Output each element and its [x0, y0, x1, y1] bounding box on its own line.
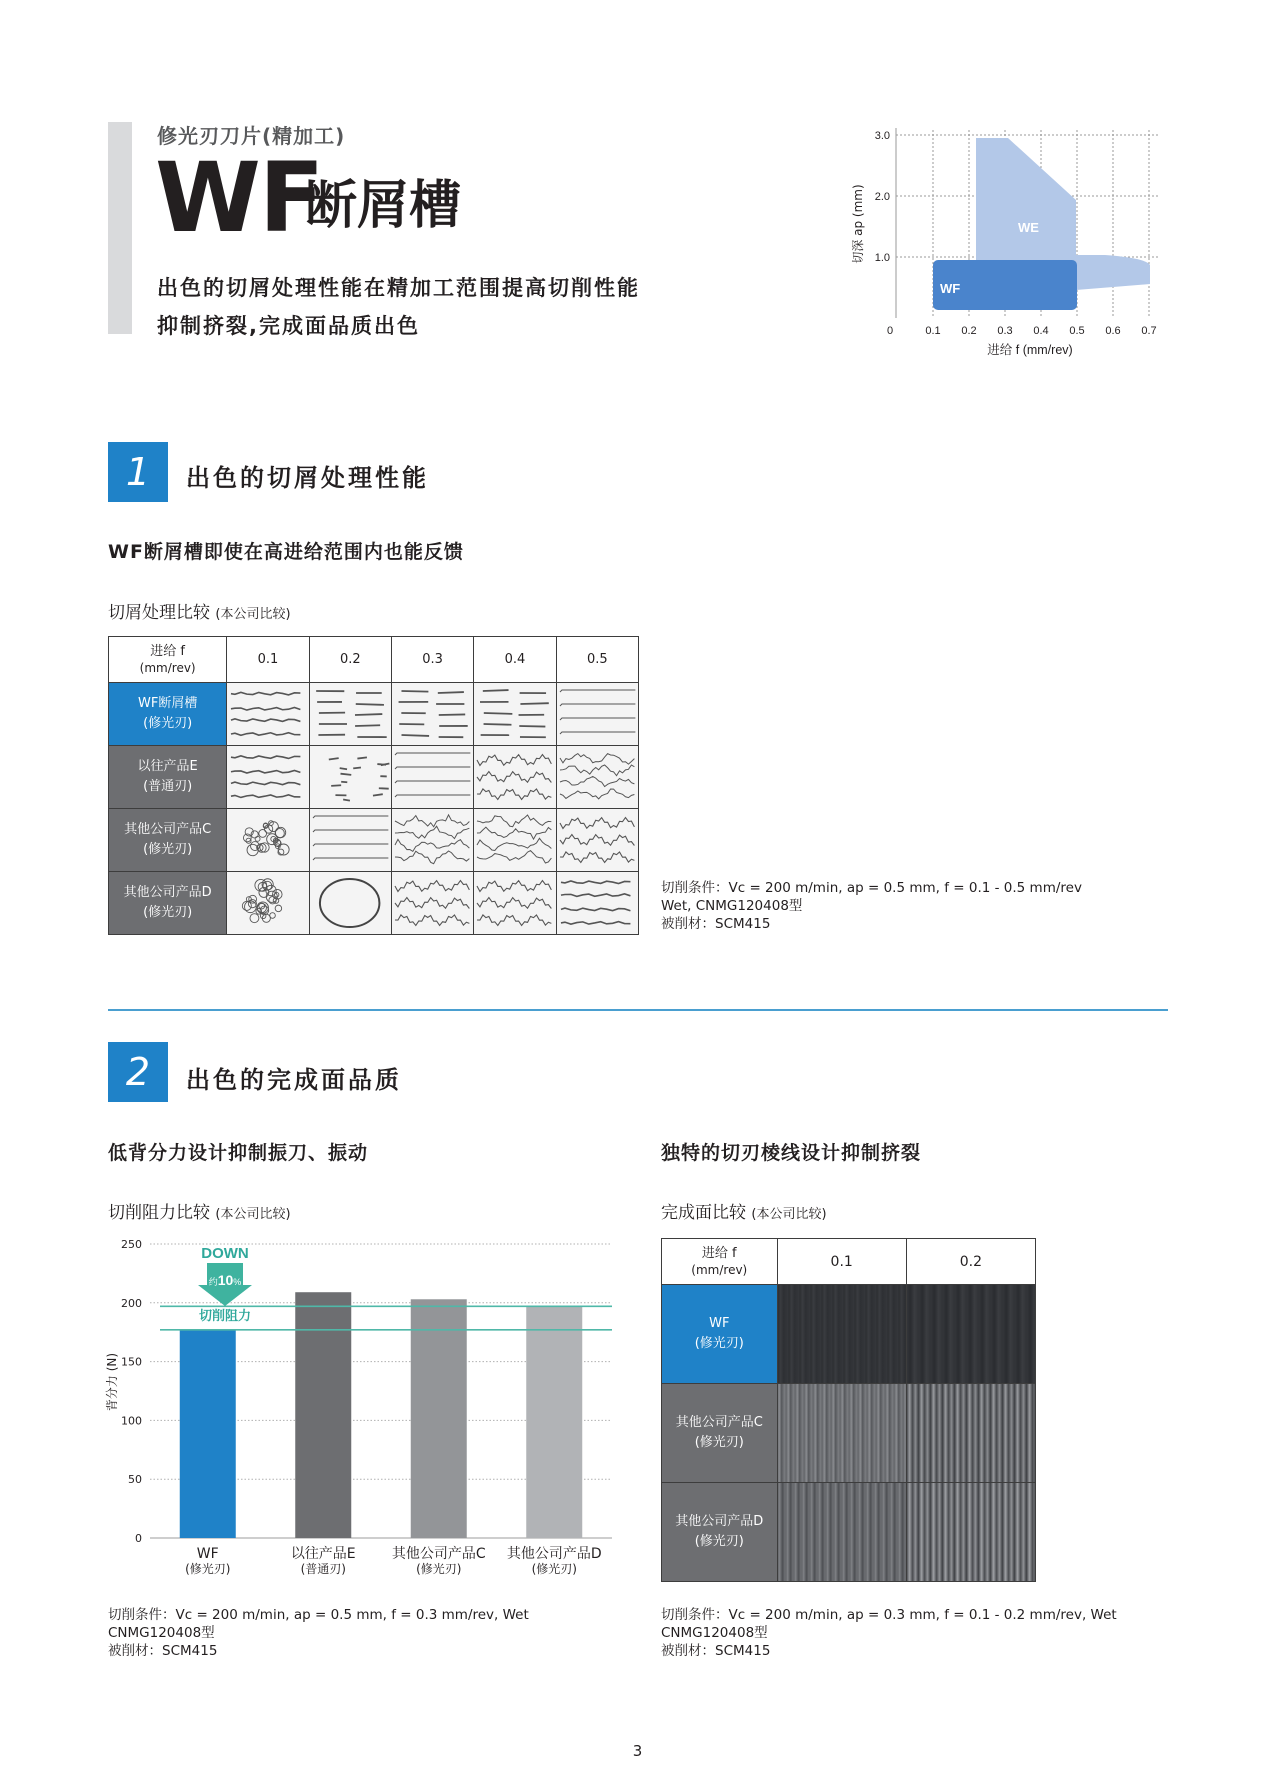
chip-image	[474, 683, 555, 745]
section-2-title: 出色的完成面品质	[186, 1066, 402, 1094]
chip-image	[227, 683, 308, 745]
column-header: 0.5	[556, 637, 638, 683]
category-note: (修光刃)	[531, 1562, 577, 1576]
lead-line-2: 抑制挤裂,完成面品质出色	[157, 314, 420, 338]
chip-photo	[556, 872, 638, 935]
chip-image	[227, 809, 308, 871]
cutting-force-bar-chart	[100, 1232, 620, 1592]
row-header-product-e: 以往产品E (普通刃)	[109, 746, 227, 809]
section-1-conditions: 切削条件：Vc = 200 m/min, ap = 0.5 mm, f = 0.1 - 0.5 mm/rev Wet, CNMG120408型 被削材：SCM415	[661, 880, 1082, 932]
chip-photo	[309, 872, 391, 935]
down-label: DOWN	[201, 1245, 249, 1262]
force-conditions: 切削条件：Vc = 200 m/min, ap = 0.5 mm, f = 0.3 mm/rev, Wet CNMG120408型 被削材：SCM415	[108, 1607, 529, 1659]
we-label: WE	[1018, 220, 1039, 235]
y-tick-label: 100	[121, 1414, 142, 1428]
surface-caption: 完成面比较 (本公司比较)	[661, 1203, 827, 1223]
surface-conditions: 切削条件：Vc = 200 m/min, ap = 0.3 mm, f = 0.1 - 0.2 mm/rev, Wet CNMG120408型 被削材：SCM415	[661, 1607, 1117, 1659]
section-divider	[108, 1009, 1168, 1011]
section-2-number: 2	[108, 1042, 168, 1102]
table-corner: 进给 f (mm/rev)	[662, 1239, 778, 1285]
surface-photo	[777, 1483, 906, 1582]
category-label: WF	[196, 1546, 219, 1562]
y-tick-label: 250	[121, 1238, 142, 1251]
down-note: 切削阻力	[198, 1309, 252, 1324]
down-percent: 约10%	[208, 1272, 242, 1288]
application-range-chart	[840, 120, 1170, 370]
title-wf: WF	[155, 142, 323, 254]
chip-photo	[474, 872, 556, 935]
chip-image	[392, 683, 473, 745]
chip-image	[310, 683, 391, 745]
surface-photo	[906, 1483, 1035, 1582]
surface-photo	[906, 1384, 1035, 1483]
y-tick-label: 150	[121, 1355, 142, 1369]
chip-photo	[391, 809, 473, 872]
chip-image	[557, 746, 638, 808]
x-tick: 0.3	[997, 325, 1013, 337]
x-tick: 0	[886, 325, 894, 337]
chip-comparison-table	[108, 636, 639, 935]
category-label: 其他公司产品C	[391, 1546, 486, 1562]
y-tick: 3.0	[874, 130, 890, 142]
row-header-wf: WF断屑槽 (修光刃)	[109, 683, 227, 746]
x-tick: 0.7	[1141, 325, 1157, 337]
chip-image	[392, 809, 473, 871]
chip-image	[474, 872, 555, 934]
section-1-title: 出色的切屑处理性能	[186, 464, 429, 492]
chip-image	[392, 746, 473, 808]
column-header: 0.1	[777, 1239, 906, 1285]
chip-image	[557, 809, 638, 871]
bar	[180, 1330, 236, 1538]
y-tick-label: 50	[128, 1473, 142, 1487]
surface-photo	[777, 1384, 906, 1483]
chip-image	[227, 746, 308, 808]
category-label: 其他公司产品D	[506, 1546, 602, 1562]
chip-image	[310, 872, 391, 934]
chip-photo	[474, 683, 556, 746]
chip-photo	[227, 809, 309, 872]
chip-photo	[474, 746, 556, 809]
column-header: 0.2	[906, 1239, 1035, 1285]
table-corner: 进给 f (mm/rev)	[109, 637, 227, 683]
column-header: 0.4	[474, 637, 556, 683]
category-label: 以往产品E	[290, 1546, 356, 1562]
y-tick: 2.0	[874, 191, 890, 203]
chip-image	[392, 872, 473, 934]
column-header: 0.2	[309, 637, 391, 683]
chip-image	[474, 809, 555, 871]
chip-image	[557, 872, 638, 934]
bar	[526, 1306, 582, 1538]
chip-photo	[309, 683, 391, 746]
y-tick: 1.0	[874, 252, 890, 264]
section-2-right-heading: 独特的切刃棱线设计抑制挤裂	[661, 1142, 922, 1164]
chip-photo	[556, 683, 638, 746]
chip-image	[227, 872, 308, 934]
force-y-axis-label: 背分力 (N)	[105, 1352, 119, 1412]
row-header-product-c: 其他公司产品C (修光刃)	[662, 1384, 778, 1483]
bar	[411, 1299, 467, 1538]
chip-photo	[309, 746, 391, 809]
chip-photo	[391, 683, 473, 746]
chip-image	[310, 809, 391, 871]
row-header-product-d: 其他公司产品D (修光刃)	[109, 872, 227, 935]
surface-photo	[777, 1285, 906, 1384]
y-axis-label: 切深 ap (mm)	[851, 184, 865, 264]
force-caption: 切削阻力比较 (本公司比较)	[108, 1203, 291, 1223]
chip-photo	[391, 746, 473, 809]
column-header: 0.1	[227, 637, 309, 683]
surface-photo	[906, 1285, 1035, 1384]
chip-image	[310, 746, 391, 808]
chip-photo	[391, 872, 473, 935]
row-header-wf: WF (修光刃)	[662, 1285, 778, 1384]
chip-photo	[556, 809, 638, 872]
x-axis-label: 进给 f (mm/rev)	[987, 343, 1073, 357]
down-arrow-badge	[198, 1245, 252, 1324]
category-note: (修光刃)	[416, 1562, 462, 1576]
chip-photo	[309, 809, 391, 872]
column-header: 0.3	[391, 637, 473, 683]
row-header-product-d: 其他公司产品D (修光刃)	[662, 1483, 778, 1582]
section-1-number: 1	[108, 442, 168, 502]
wf-label: WF	[940, 281, 961, 296]
y-tick-label: 0	[135, 1532, 142, 1545]
chip-photo	[474, 809, 556, 872]
category-note: (普通刃)	[300, 1562, 346, 1576]
chip-photo	[556, 746, 638, 809]
category-note: (修光刃)	[185, 1562, 231, 1576]
chip-photo	[227, 683, 309, 746]
header-accent-bar	[108, 122, 132, 334]
chip-image	[474, 746, 555, 808]
chip-image	[557, 683, 638, 745]
page-number: 3	[632, 1742, 643, 1760]
surface-finish-table	[661, 1238, 1036, 1582]
x-tick: 0.2	[961, 325, 977, 337]
x-tick: 0.5	[1069, 325, 1085, 337]
chip-comparison-caption: 切屑处理比较 (本公司比较)	[108, 603, 291, 623]
x-tick: 0.6	[1105, 325, 1121, 337]
row-header-product-c: 其他公司产品C (修光刃)	[109, 809, 227, 872]
title-chipbreaker: 断屑槽	[305, 176, 462, 236]
x-tick: 0.1	[925, 325, 941, 337]
section-2-left-heading: 低背分力设计抑制振刀、振动	[108, 1142, 369, 1164]
x-tick: 0.4	[1033, 325, 1049, 337]
section-1-subheading: WF断屑槽即使在高进给范围内也能反馈	[108, 541, 464, 563]
chip-photo	[227, 746, 309, 809]
header-subtitle: 修光刃刀片(精加工)	[157, 124, 346, 148]
chip-photo	[227, 872, 309, 935]
lead-line-1: 出色的切屑处理性能在精加工范围提高切削性能	[157, 276, 640, 300]
y-tick-label: 200	[121, 1296, 142, 1310]
